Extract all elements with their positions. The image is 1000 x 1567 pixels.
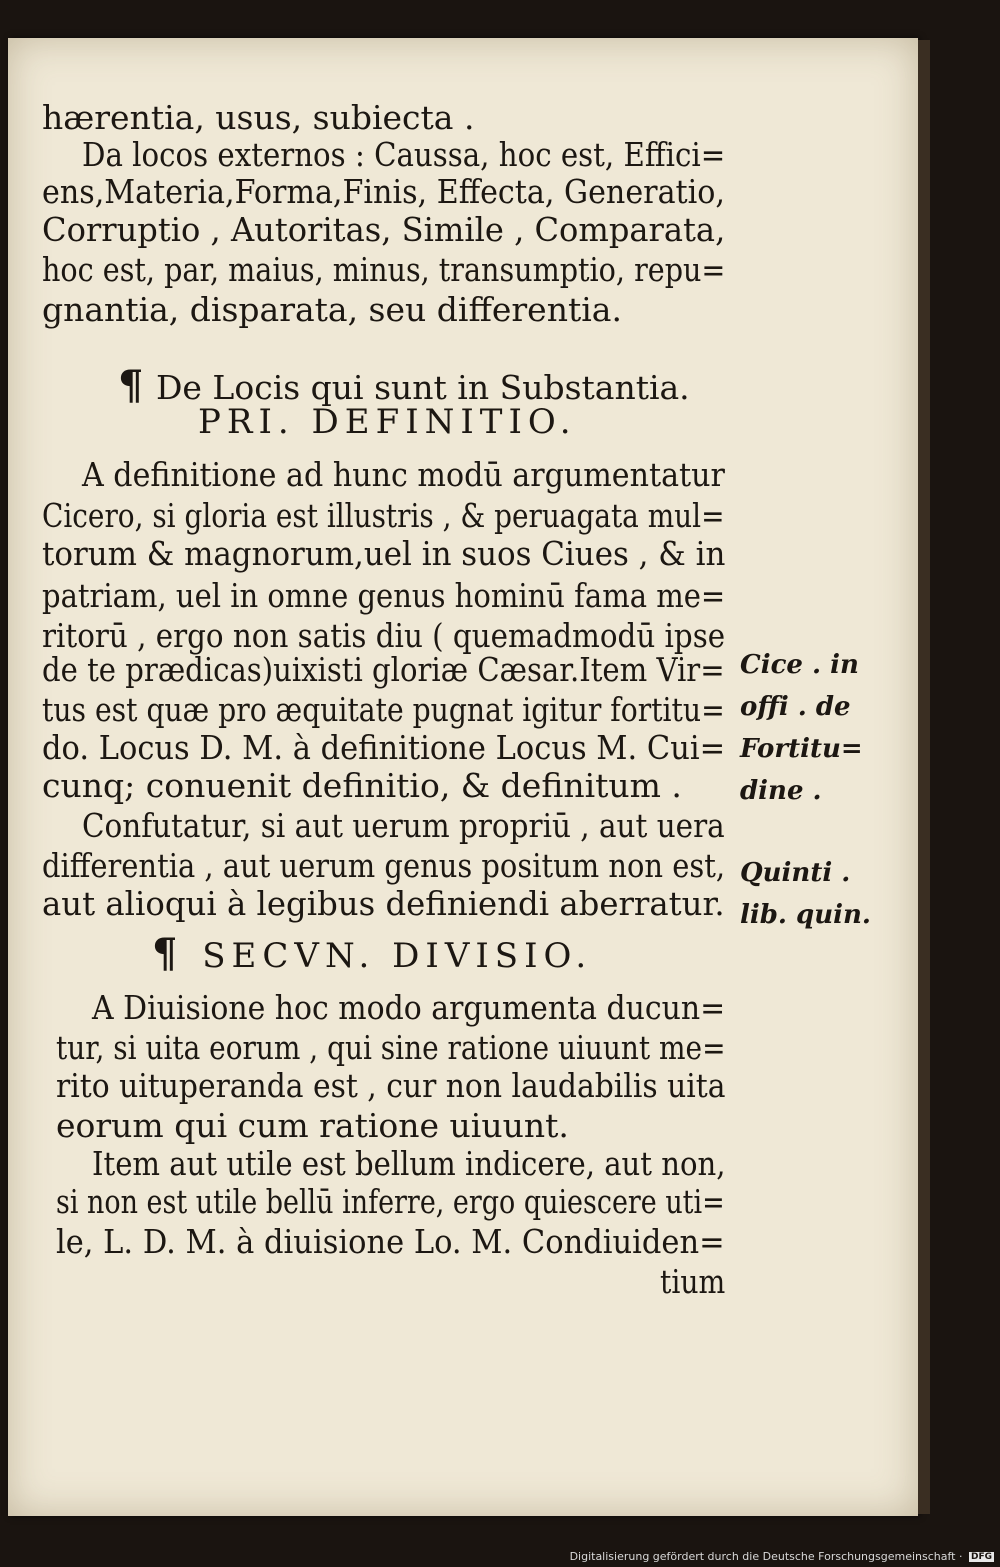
margin-note: dine . bbox=[740, 776, 822, 806]
section-heading bbox=[152, 930, 592, 977]
text-line: rito uituperanda est , cur non laudabilis uita bbox=[56, 1066, 726, 1105]
text-line: gnantia, disparata, seu differentia. bbox=[42, 290, 622, 329]
margin-note: Fortitu= bbox=[740, 734, 863, 764]
text-line: do. Locus D. M. à definitione Locus M. Cui= bbox=[42, 728, 726, 767]
text-line: le, L. D. M. à diuisione Lo. M. Condiuiden= bbox=[56, 1222, 725, 1261]
text-line: tur, si uita eorum , qui sine ratione uiuunt me= bbox=[56, 1028, 726, 1067]
page-edge bbox=[918, 40, 930, 1514]
text-line: si non est utile bellū inferre, ergo quiescere uti= bbox=[56, 1182, 725, 1221]
margin-note: Cice . in bbox=[740, 650, 859, 680]
text-line: Corruptio , Autoritas, Simile , Comparata, bbox=[42, 210, 726, 249]
text-line: aut alioqui à legibus definiendi aberratur. bbox=[42, 884, 725, 923]
text-line: hoc est, par, maius, minus, transumptio, repu= bbox=[42, 250, 726, 289]
catchword: tium bbox=[660, 1262, 726, 1301]
pilcrow-icon: ¶ bbox=[118, 362, 144, 409]
section-title: De Locis qui sunt in Substantia. bbox=[155, 368, 690, 407]
digitization-credit bbox=[570, 1550, 994, 1563]
text-line: hærentia, usus, subiecta . bbox=[42, 98, 475, 137]
text-line: de te prædicas)uixisti gloriæ Cæsar.Item Vir= bbox=[42, 650, 725, 689]
section-title: SECVN. DIVISIO. bbox=[202, 936, 593, 976]
dfg-logo: DFG bbox=[970, 1552, 992, 1562]
text-line: eorum qui cum ratione uiuunt. bbox=[56, 1106, 569, 1145]
credit-text: Digitalisierung gefördert durch die Deutsche Forschungsgemeinschaft · bbox=[569, 1550, 963, 1563]
text-line: patriam, uel in omne genus hominū fama me= bbox=[42, 576, 726, 615]
text-line: A Diuisione hoc modo argumenta ducun= bbox=[92, 988, 726, 1027]
text-line: cunq; conuenit definitio, & definitum . bbox=[42, 766, 682, 805]
text-line: ens,Materia,Forma,Finis, Effecta, Generatio, bbox=[42, 172, 725, 211]
text-line: Da locos externos : Caussa, hoc est, Effici= bbox=[82, 135, 726, 174]
text-line: A definitione ad hunc modū argumentatur bbox=[82, 455, 725, 494]
text-line: tus est quæ pro æquitate pugnat igitur fortitu= bbox=[42, 690, 725, 729]
section-subtitle: PRI. DEFINITIO. bbox=[198, 402, 577, 442]
margin-note: offi . de bbox=[740, 692, 851, 722]
text-line: Item aut utile est bellum indicere, aut non, bbox=[92, 1144, 726, 1183]
text-line: Confutatur, si aut uerum propriū , aut uera bbox=[82, 806, 725, 845]
pilcrow-icon: ¶ bbox=[152, 930, 184, 977]
text-line: differentia , aut uerum genus positum non est, bbox=[42, 846, 726, 885]
text-line: ritorū , ergo non satis diu ( quemadmodū ipse bbox=[42, 616, 726, 655]
text-line: torum & magnorum,uel in suos Ciues , & in bbox=[42, 534, 726, 573]
text-line: Cicero, si gloria est illustris , & peruagata mul= bbox=[42, 496, 725, 535]
margin-note: lib. quin. bbox=[740, 900, 871, 930]
margin-note: Quinti . bbox=[740, 858, 851, 888]
